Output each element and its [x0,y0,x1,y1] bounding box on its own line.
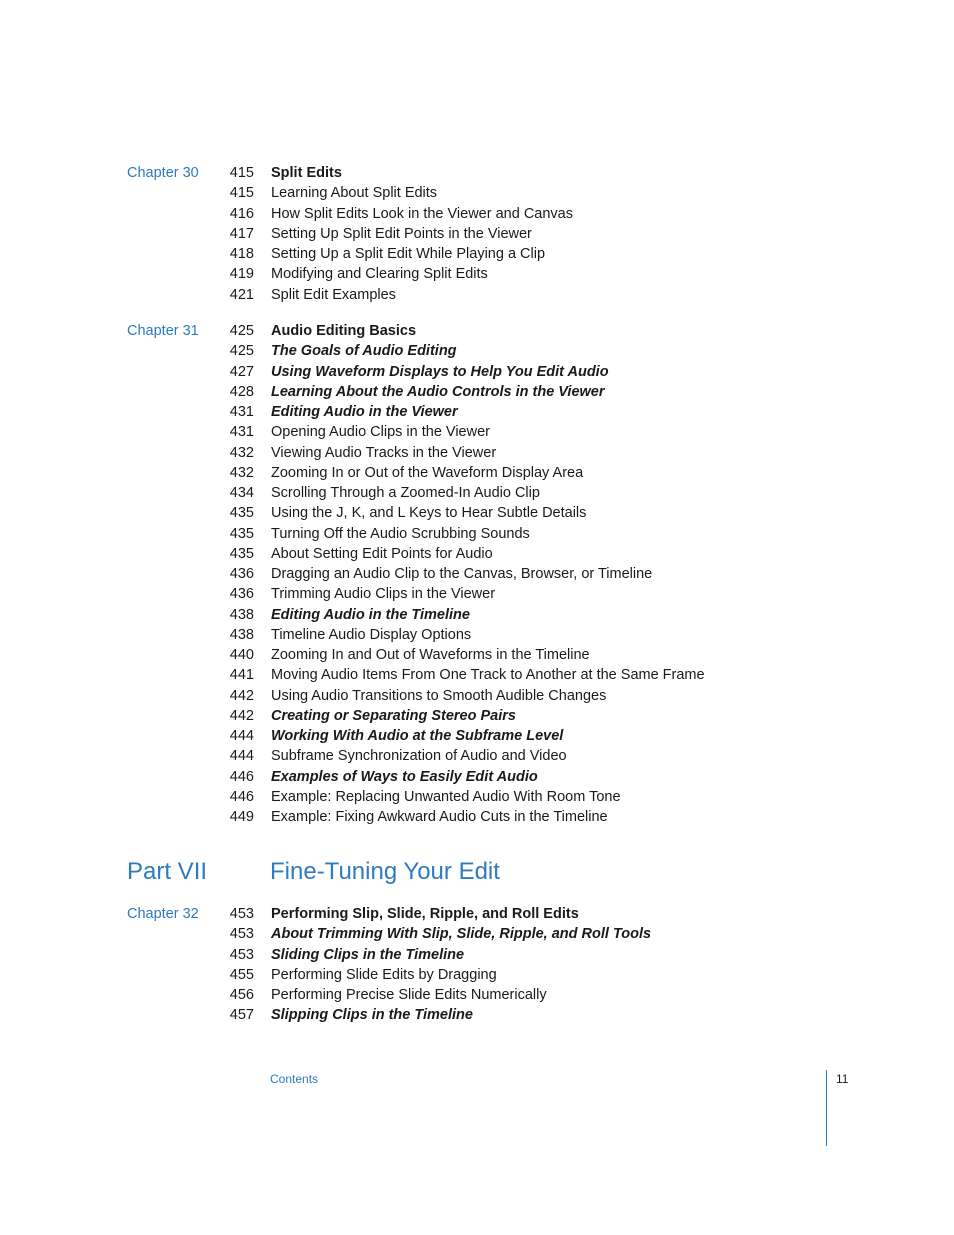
footer-divider [826,1070,827,1146]
toc-entry[interactable] [0,807,954,827]
part-title: Fine-Tuning Your Edit [270,858,500,885]
toc-entry[interactable] [0,665,954,685]
toc-entry[interactable] [0,726,954,746]
chapter-32-label: Chapter 32 [127,906,199,922]
page-number: 435 [229,505,254,522]
chapter-31-entries [0,321,954,827]
page-number: 442 [229,707,254,724]
toc-entry[interactable] [0,904,954,924]
page-number: 416 [229,205,254,222]
toc-entry[interactable] [0,1005,954,1025]
page-number: 431 [229,424,254,441]
page-number: 438 [229,606,254,623]
entry-title: Learning About the Audio Controls in the Viewer [271,383,605,400]
page-number: 436 [229,566,254,582]
entry-title: Viewing Audio Tracks in the Viewer [271,444,497,461]
toc-entry[interactable] [0,204,954,224]
page-number: 425 [229,323,254,339]
footer-section-label[interactable]: Contents [270,1072,319,1086]
toc-entry[interactable] [0,686,954,706]
page-number: 417 [229,225,254,242]
entry-title: Slipping Clips in the Timeline [271,1007,473,1024]
entry-title: Creating or Separating Stereo Pairs [271,707,516,724]
entry-title: Using Waveform Displays to Help You Edit Audio [271,363,609,380]
toc-entry[interactable] [0,544,954,564]
page-number: 453 [229,926,254,943]
toc-entry[interactable] [0,625,954,645]
toc-entry[interactable] [0,524,954,544]
chapter-30-label: Chapter 30 [127,165,199,181]
toc-entry[interactable] [0,483,954,503]
chapter-30-entries [0,163,954,305]
toc-entry[interactable] [0,985,954,1005]
page-number: 442 [229,687,254,704]
page-number: 453 [229,946,254,963]
toc-entry[interactable] [0,422,954,442]
page-number: 436 [229,586,254,603]
toc-entry[interactable] [0,443,954,463]
toc-entry[interactable] [0,965,954,985]
toc-entry[interactable] [0,787,954,807]
entry-title: Audio Editing Basics [271,323,417,339]
entry-title: Performing Slide Edits by Dragging [271,966,497,983]
page-number: 446 [229,788,254,805]
toc-entry[interactable] [0,244,954,264]
entry-title: Editing Audio in the Timeline [271,606,470,623]
toc-entry[interactable] [0,321,954,341]
page-number: 415 [229,185,254,202]
page-number: 421 [229,286,254,303]
page-number: 453 [229,906,254,922]
entry-title: Editing Audio in the Viewer [271,404,458,420]
toc-entry[interactable] [0,382,954,402]
entry-title: Using the J, K, and L Keys to Hear Subtle Details [271,505,587,522]
toc-entry[interactable] [0,463,954,483]
toc-entry[interactable] [0,163,954,183]
page-number: 415 [229,165,254,181]
page-number: 449 [229,809,254,825]
entry-title: Subframe Synchronization of Audio and Video [271,748,567,765]
page-number: 446 [229,768,254,785]
toc-entry[interactable] [0,706,954,726]
page-number: 434 [229,485,254,501]
footer-page-number: 11 [836,1072,849,1086]
page-number: 435 [229,545,254,562]
toc-entry[interactable] [0,645,954,665]
page-number: 419 [229,266,254,283]
entry-title: Setting Up Split Edit Points in the Viewer [271,225,532,242]
entry-title: Example: Replacing Unwanted Audio With Room Tone [271,788,621,805]
chapter-31-label: Chapter 31 [127,323,199,339]
entry-title: Zooming In or Out of the Waveform Display Area [271,464,584,481]
entry-title: Performing Precise Slide Edits Numerically [271,987,547,1003]
entry-title: Moving Audio Items From One Track to Another at the Same Frame [271,667,705,684]
page-number: 441 [229,667,254,684]
entry-title: Setting Up a Split Edit While Playing a Clip [271,246,546,262]
entry-title: Scrolling Through a Zoomed-In Audio Clip [271,485,540,501]
toc-entry[interactable] [0,605,954,625]
page-number: 428 [229,383,254,400]
entry-title: About Setting Edit Points for Audio [271,545,493,562]
toc-entry[interactable] [0,341,954,361]
entry-title: Performing Slip, Slide, Ripple, and Roll Edits [271,906,579,922]
page-number: 456 [229,987,254,1003]
page-number: 444 [229,748,254,765]
toc-entry[interactable] [0,584,954,604]
page-number: 455 [229,966,254,983]
page-number: 432 [229,464,254,481]
entry-title: The Goals of Audio Editing [271,343,457,360]
toc-entry[interactable] [0,183,954,203]
page-number: 425 [229,343,254,360]
toc-entry[interactable] [0,945,954,965]
page-number: 457 [229,1007,254,1024]
toc-entry[interactable] [0,924,954,944]
toc-entry[interactable] [0,746,954,766]
page-number: 418 [229,246,254,262]
page-number: 427 [229,363,254,380]
part-label: Part VII [127,858,208,885]
chapter-32-entries [0,904,954,1026]
toc-entry[interactable] [0,503,954,523]
page-number: 440 [229,647,254,663]
entry-title: Trimming Audio Clips in the Viewer [271,586,496,603]
toc-entry[interactable] [0,224,954,244]
entry-title: Zooming In and Out of Waveforms in the Timeline [271,647,590,663]
entry-title: Example: Fixing Awkward Audio Cuts in the Timeline [271,809,608,825]
entry-title: Split Edits [271,165,342,181]
page-number: 444 [229,728,254,744]
entry-title: Examples of Ways to Easily Edit Audio [271,768,538,785]
entry-title: About Trimming With Slip, Slide, Ripple, and Roll Tools [271,926,652,943]
toc-entry[interactable] [0,564,954,584]
entry-title: Split Edit Examples [271,286,396,303]
entry-title: Using Audio Transitions to Smooth Audible Changes [271,687,607,704]
entry-title: Opening Audio Clips in the Viewer [271,424,490,441]
entry-title: Modifying and Clearing Split Edits [271,266,488,283]
page-number: 435 [229,525,254,542]
toc-entry[interactable] [0,285,954,305]
entry-title: Sliding Clips in the Timeline [271,946,465,963]
page-number: 432 [229,444,254,461]
entry-title: Dragging an Audio Clip to the Canvas, Browser, or Timeline [271,566,653,582]
toc-entry[interactable] [0,402,954,422]
page-number: 438 [229,626,254,643]
entry-title: Turning Off the Audio Scrubbing Sounds [271,525,530,542]
toc-entry[interactable] [0,362,954,382]
toc-entry[interactable] [0,767,954,787]
entry-title: Learning About Split Edits [271,185,438,202]
entry-title: Working With Audio at the Subframe Level [271,728,564,744]
entry-title: Timeline Audio Display Options [271,626,472,643]
entry-title: How Split Edits Look in the Viewer and Canvas [271,205,573,222]
page-number: 431 [229,404,254,420]
toc-entry[interactable] [0,264,954,284]
